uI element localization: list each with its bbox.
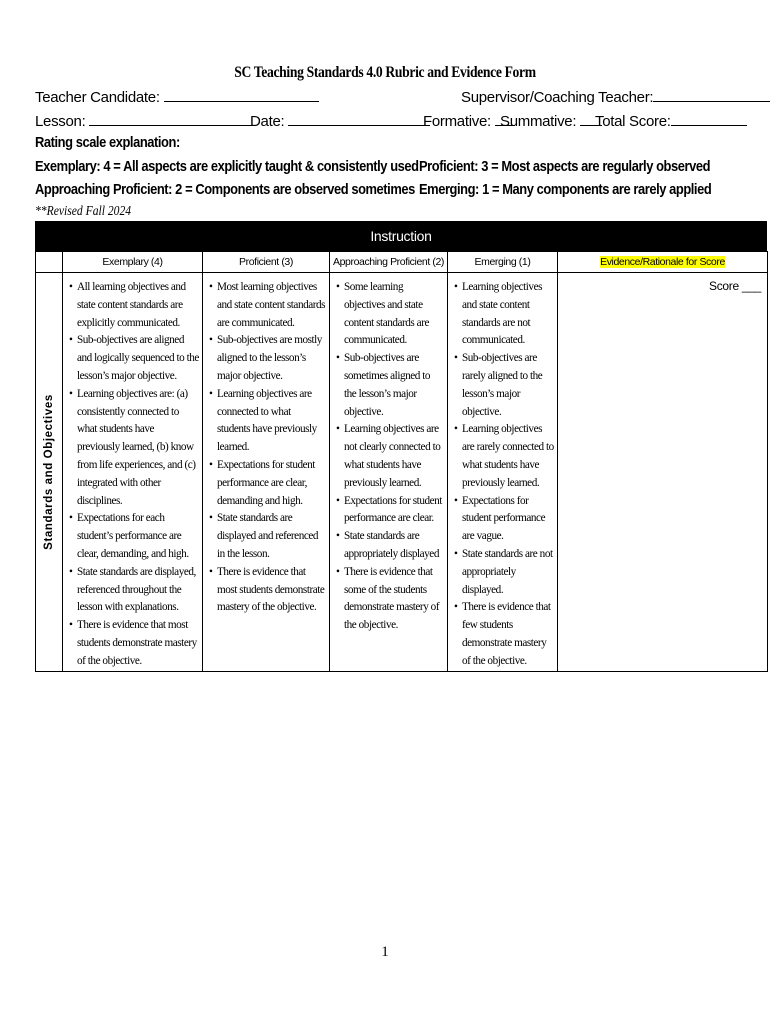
list-item: • There is evidence that most students demonstrate mastery of the objective. bbox=[217, 564, 326, 617]
table-row bbox=[36, 273, 768, 672]
column-header-row bbox=[36, 252, 768, 273]
header-proficient: Proficient (3) bbox=[203, 252, 330, 273]
summative-field bbox=[500, 112, 602, 130]
lesson-blank[interactable] bbox=[89, 112, 254, 126]
teacher-candidate-blank[interactable] bbox=[164, 88, 319, 102]
rubric-table bbox=[35, 221, 767, 672]
summative-label: Summative: bbox=[500, 113, 577, 130]
list-item: • Expectations for each student’s performance are clear, demanding, and high. bbox=[77, 510, 199, 563]
header-emerging: Emerging (1) bbox=[448, 252, 558, 273]
total-score-field bbox=[595, 112, 747, 130]
supervisor-label: Supervisor/Coaching Teacher: bbox=[461, 89, 654, 106]
rating-scale-heading: Rating scale explanation: bbox=[35, 134, 180, 151]
row-label-cell bbox=[36, 273, 63, 672]
list-item: • Expectations for student performance are clear, demanding and high. bbox=[217, 457, 326, 510]
page-number: 1 bbox=[381, 944, 389, 960]
rating-emerging: Emerging: 1 = Many components are rarely applied bbox=[419, 181, 712, 198]
emerging-list bbox=[448, 273, 557, 671]
proficient-list bbox=[203, 273, 329, 617]
total-score-label: Total Score: bbox=[595, 113, 671, 130]
approaching-cell bbox=[330, 273, 448, 672]
teacher-candidate-label: Teacher Candidate: bbox=[35, 89, 160, 106]
total-score-blank[interactable] bbox=[671, 112, 747, 126]
header-approaching: Approaching Proficient (2) bbox=[330, 252, 448, 273]
list-item: • Learning objectives are connected to what students have previously learned. bbox=[217, 386, 326, 457]
rating-approaching: Approaching Proficient: 2 = Components are observed sometimes bbox=[35, 181, 415, 198]
list-item: • State standards are appropriately displayed bbox=[344, 528, 444, 564]
emerging-cell bbox=[448, 273, 558, 672]
header-exemplary: Exemplary (4) bbox=[63, 252, 203, 273]
list-item: • State standards are displayed, referenced throughout the lesson with explanations. bbox=[77, 564, 199, 617]
approaching-list bbox=[330, 273, 447, 635]
rating-exemplary: Exemplary: 4 = All aspects are explicitly taught & consistently used bbox=[35, 158, 419, 175]
header-evidence bbox=[558, 252, 768, 273]
lesson-label: Lesson: bbox=[35, 113, 86, 130]
evidence-cell[interactable] bbox=[558, 273, 768, 672]
exemplary-list bbox=[63, 273, 202, 671]
form-title: SC Teaching Standards 4.0 Rubric and Evidence Form bbox=[234, 64, 536, 81]
proficient-cell bbox=[203, 273, 330, 672]
list-item: • State standards are displayed and referenced in the lesson. bbox=[217, 510, 326, 563]
list-item: • Learning objectives are: (a) consistently connected to what students have previously learned, (b) know from life experiences, and (c) integrated with other disciplines. bbox=[77, 386, 199, 511]
list-item: • Learning objectives are rarely connected to what students have previously learned. bbox=[462, 421, 554, 492]
list-item: • Sub-objectives are sometimes aligned to the lesson’s major objective. bbox=[344, 350, 444, 421]
lesson-field bbox=[35, 112, 254, 130]
revised-note: **Revised Fall 2024 bbox=[35, 203, 132, 218]
teacher-candidate-field bbox=[35, 88, 319, 106]
list-item: • Learning objectives are not clearly connected to what students have previously learned. bbox=[344, 421, 444, 492]
list-item: • There is evidence that most students demonstrate mastery of the objective. bbox=[77, 617, 199, 670]
evidence-header-label: Evidence/Rationale for Score bbox=[600, 256, 725, 268]
list-item: • Sub-objectives are rarely aligned to the lesson’s major objective. bbox=[462, 350, 554, 421]
exemplary-cell bbox=[63, 273, 203, 672]
row-label: Standards and Objectives bbox=[43, 393, 55, 550]
date-label: Date: bbox=[250, 113, 285, 130]
list-item: • Most learning objectives and state content standards are communicated. bbox=[217, 279, 326, 332]
supervisor-blank[interactable] bbox=[653, 88, 770, 102]
list-item: • Expectations for student performance are vague. bbox=[462, 493, 554, 546]
list-item: • Learning objectives and state content standards are not communicated. bbox=[462, 279, 554, 350]
list-item: • State standards are not appropriately displayed. bbox=[462, 546, 554, 599]
list-item: • Sub-objectives are aligned and logically sequenced to the lesson’s major objective. bbox=[77, 332, 199, 385]
rating-proficient: Proficient: 3 = Most aspects are regularly observed bbox=[419, 158, 711, 175]
list-item: • All learning objectives and state content standards are explicitly communicated. bbox=[77, 279, 199, 332]
list-item: • Sub-objectives are mostly aligned to the lesson’s major objective. bbox=[217, 332, 326, 385]
list-item: • Expectations for student performance are clear. bbox=[344, 493, 444, 529]
header-blank bbox=[36, 252, 63, 273]
list-item: • There is evidence that few students demonstrate mastery of the objective. bbox=[462, 599, 554, 670]
section-header: Instruction bbox=[35, 221, 767, 251]
list-item: • Some learning objectives and state content standards are communicated. bbox=[344, 279, 444, 350]
date-field bbox=[250, 112, 430, 130]
score-field[interactable]: Score ___ bbox=[708, 279, 761, 293]
formative-label: Formative: bbox=[423, 113, 491, 130]
list-item: • There is evidence that some of the students demonstrate mastery of the objective. bbox=[344, 564, 444, 635]
date-blank[interactable] bbox=[288, 112, 430, 126]
supervisor-field bbox=[461, 88, 770, 106]
